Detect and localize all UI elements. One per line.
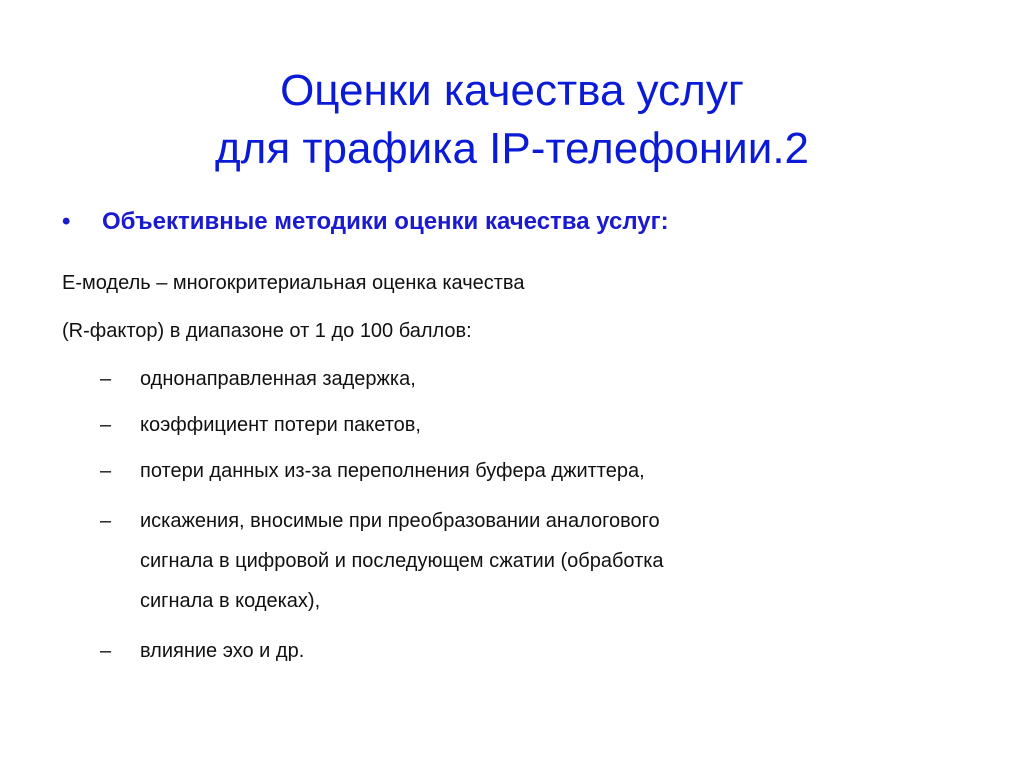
dash-marker: – (100, 510, 112, 532)
dash-marker: – (100, 414, 112, 436)
paragraph-line-1: Е-модель – многокритериальная оценка качества (62, 272, 525, 294)
list-item-text (140, 501, 664, 621)
paragraph-line-2: (R-фактор) в диапазоне от 1 до 100 баллов: (62, 320, 472, 342)
list-item (100, 631, 304, 671)
list-item (100, 501, 664, 621)
slide-title (0, 62, 1024, 178)
bullet-heading: Объективные методики оценки качества услуг: (102, 208, 669, 235)
list-item (100, 451, 645, 491)
list-item-line: искажения, вносимые при преобразовании аналогового (140, 510, 660, 532)
list-item-text: потери данных из-за переполнения буфера джиттера, (140, 460, 645, 482)
bullet-marker: • (62, 208, 71, 235)
list-item (100, 405, 421, 445)
dash-marker: – (100, 460, 112, 482)
bullet-heading-row (62, 207, 669, 237)
list-item-text: влияние эхо и др. (140, 640, 305, 662)
list-item-text: коэффициент потери пакетов, (140, 414, 421, 436)
dash-marker: – (100, 368, 112, 390)
list-item-line: сигнала в кодеках), (140, 590, 321, 612)
title-line-2: для трафика IP-телефонии.2 (214, 124, 810, 173)
dash-marker: – (100, 640, 112, 662)
list-item-text: однонаправленная задержка, (140, 368, 416, 390)
list-item (100, 359, 416, 399)
list-item-line: сигнала в цифровой и последующем сжатии (обработка (140, 550, 664, 572)
title-line-1: Оценки качества услуг (280, 66, 744, 115)
